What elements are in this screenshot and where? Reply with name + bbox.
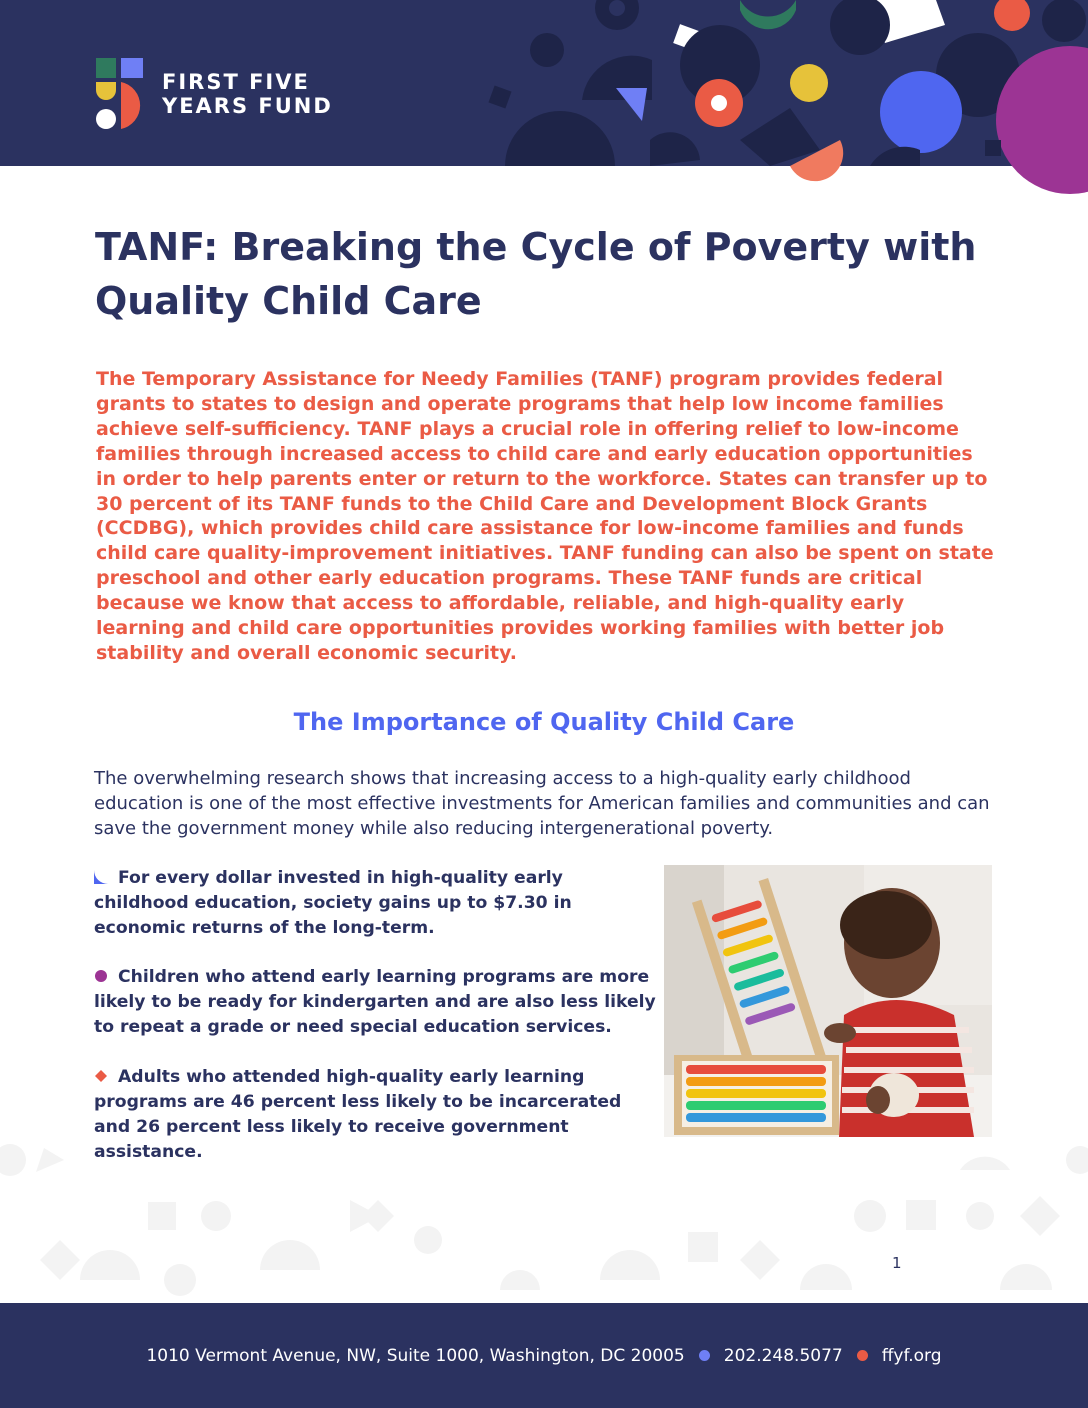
page-number: 1 — [892, 1254, 902, 1272]
footer-address: 1010 Vermont Avenue, NW, Suite 1000, Washington, DC 20005 — [146, 1345, 685, 1366]
diamond-icon — [94, 1069, 108, 1083]
header-banner — [0, 0, 1088, 166]
bullet-text: Adults who attended high-quality early learning programs are 46 percent less likely to be incarcerated and 26 percent less likely to receive government assistance. — [94, 1067, 622, 1162]
dot-separator-icon — [699, 1350, 710, 1361]
bullet-text: For every dollar invested in high-quality early childhood education, society gains up to $7.30 in economic returns of the long-term. — [94, 868, 572, 938]
child-abacus-photo — [664, 865, 992, 1137]
circle-icon — [94, 969, 108, 983]
bullet-item — [94, 866, 659, 941]
dot-separator-icon — [857, 1350, 868, 1361]
section-title: The Importance of Quality Child Care — [293, 708, 795, 736]
brand-line-2: YEARS FUND — [162, 94, 333, 118]
brand-line-1: FIRST FIVE — [162, 70, 310, 94]
first-five-logo-icon — [95, 57, 145, 131]
intro-paragraph: The Temporary Assistance for Needy Families (TANF) program provides federal grants to states to design and operate programs that help low income families achieve self-sufficiency. TANF plays a crucial role in offering relief to low-income families through increased access to child care and early education opportunities in order to help parents enter or return to the workforce. States can transfer up to 30 percent of its TANF funds to the Child Care and Development Block Grants (CCDBG), which provides child care assistance for low-income families and funds child care quality-improvement initiatives. TANF funding can also be spent on state preschool and other early education programs. These TANF funds are critical because we know that access to affordable, reliable, and high-quality early learning and child care opportunities provides working families with better job stability and overall economic security. — [96, 368, 994, 664]
brand-name — [162, 70, 333, 118]
page-title: TANF: Breaking the Cycle of Poverty with Quality Child Care — [95, 225, 977, 323]
quarter-circle-icon — [94, 870, 108, 884]
background-pattern — [0, 1100, 1088, 1303]
footer-website-link[interactable]: ffyf.org — [881, 1345, 942, 1366]
bullet-text: Children who attend early learning programs are more likely to be ready for kindergarten and are also less likely to repeat a grade or need special education services. — [94, 967, 656, 1037]
section-body: The overwhelming research shows that increasing access to a high-quality early childhood education is one of the most effective investments for American families and communities and can save the government money while also reducing intergenerational poverty. — [94, 768, 990, 839]
bullet-item — [94, 965, 659, 1040]
footer-phone[interactable]: 202.248.5077 — [723, 1345, 843, 1366]
footer — [0, 1303, 1088, 1408]
